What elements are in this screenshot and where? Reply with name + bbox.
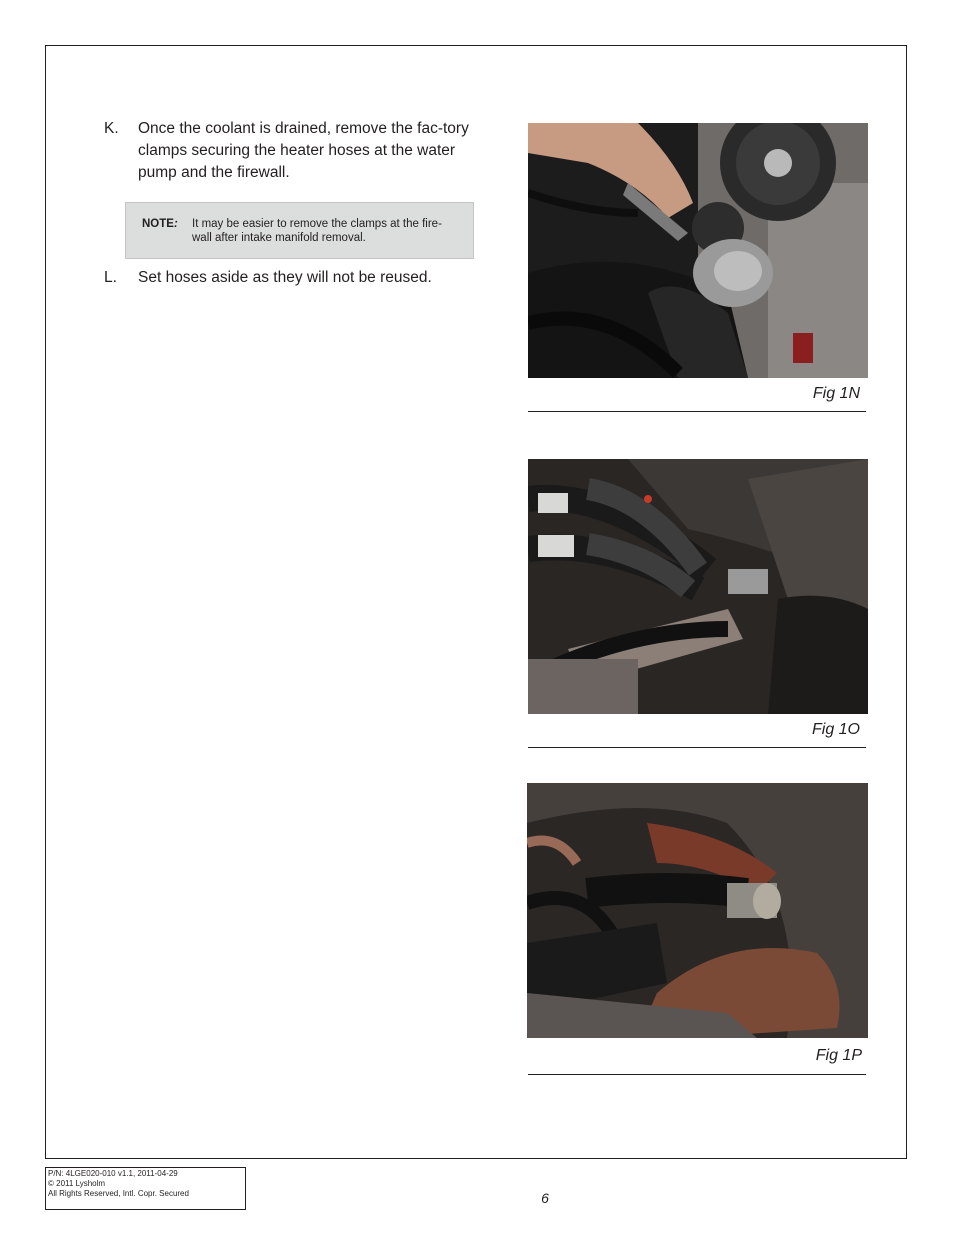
caption-rule bbox=[528, 411, 866, 412]
note-text: It may be easier to remove the clamps at the fire-wall after intake manifold removal. bbox=[192, 218, 442, 244]
step-letter: L. bbox=[104, 269, 117, 286]
caption-rule bbox=[528, 747, 866, 748]
figure-1p-caption: Fig 1P bbox=[815, 1047, 862, 1064]
caption-rule bbox=[528, 1074, 866, 1075]
step-text: Set hoses aside as they will not be reused. bbox=[138, 269, 432, 286]
figure-1o-caption: Fig 1O bbox=[811, 721, 860, 738]
step-letter: K. bbox=[104, 120, 119, 137]
figure-1n-caption: Fig 1N bbox=[812, 385, 860, 402]
figure-1o-photo bbox=[528, 459, 868, 714]
rights-notice: All Rights Reserved, Intl. Copr. Secured bbox=[48, 1189, 189, 1198]
figure-1p-photo bbox=[527, 783, 868, 1038]
note-box bbox=[125, 202, 474, 259]
page-number: 6 bbox=[541, 1190, 549, 1206]
footer-copyright-box bbox=[45, 1167, 246, 1210]
step-text: Once the coolant is drained, remove the fac-tory clamps securing the heater hoses at the water pump and the firewall. bbox=[138, 120, 469, 181]
copyright: © 2011 Lysholm bbox=[48, 1179, 106, 1188]
note-label: NOTE: bbox=[142, 218, 178, 230]
part-number: P/N: 4LGE020-010 v1.1, 2011-04-29 bbox=[48, 1169, 178, 1178]
figure-1n-photo bbox=[528, 123, 868, 378]
